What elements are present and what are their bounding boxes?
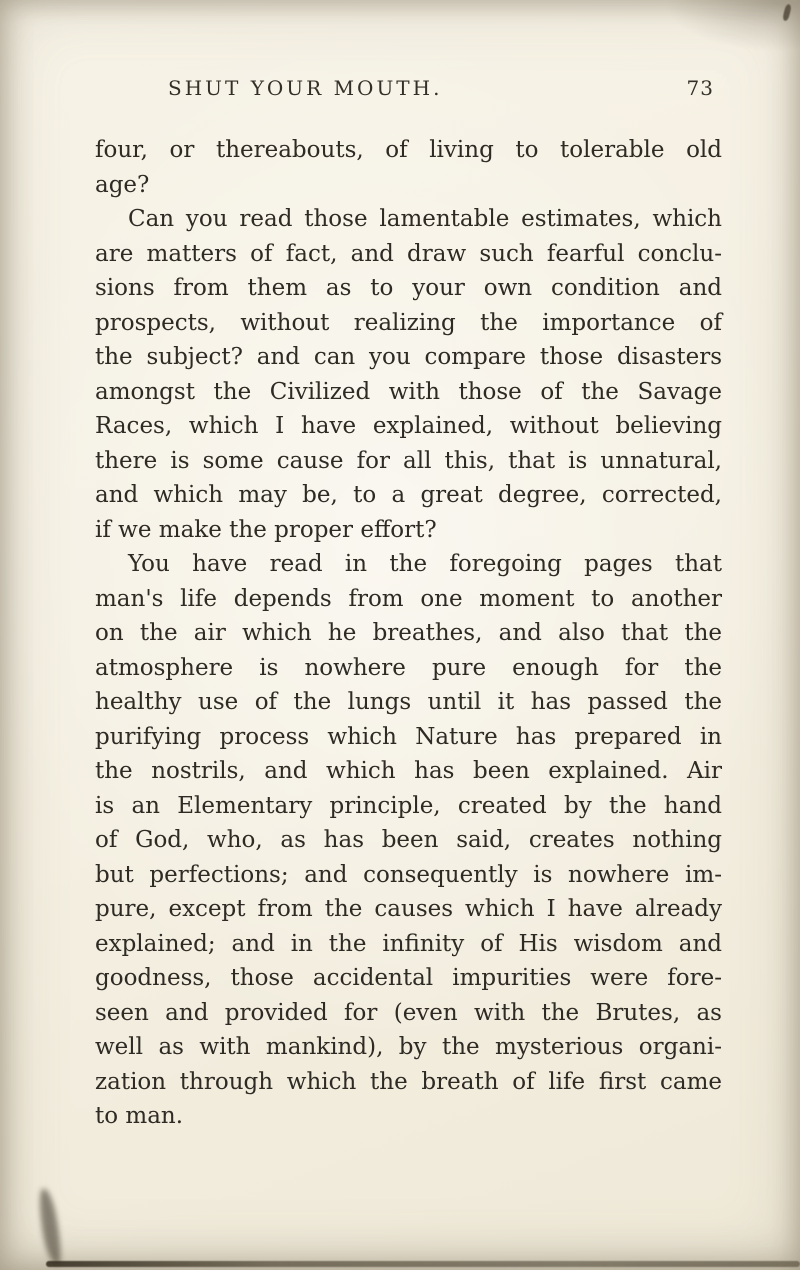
text-line: of God, who, as has been said, creates nothing [95, 827, 722, 853]
text-line: zation through which the breath of life first came [95, 1068, 722, 1095]
scan-artifact-top-right-mark [782, 4, 792, 22]
text-line: there is some cause for all this, that is unnatural, [95, 447, 722, 474]
text-line: are matters of fact, and draw such fearful conclu- [95, 240, 722, 267]
page-number: 73 [686, 76, 714, 100]
text-line: age? [95, 171, 150, 198]
text-line: You have read in the foregoing pages that [128, 551, 722, 577]
text-line: prospects, without realizing the importance of [95, 309, 722, 336]
scan-artifact-top-right-smudge [665, 0, 800, 52]
scan-artifact-bottom-left-blob [35, 1187, 64, 1267]
text-line: but perfections; and consequently is nowhere im- [95, 861, 722, 888]
text-line: goodness, those accidental impurities were fore- [95, 965, 722, 991]
running-title: SHUT YOUR MOUTH. [168, 76, 443, 100]
text-line: is an Elementary principle, created by the hand [95, 792, 722, 819]
text-line: amongst the Civilized with those of the Savage [95, 378, 722, 405]
text-line: the subject? and can you compare those disasters [95, 344, 722, 370]
text-line: if we make the proper effort? [95, 516, 437, 543]
text-line: to man. [95, 1103, 184, 1129]
text-line: Can you read those lamentable estimates, which [128, 206, 722, 232]
page-body [95, 133, 722, 1134]
text-line: sions from them as to your own condition and [95, 275, 722, 301]
paragraph [95, 202, 722, 547]
text-line: and which may be, to a great degree, corrected, [95, 482, 722, 508]
text-line: purifying process which Nature has prepared in [95, 723, 722, 750]
text-line: atmosphere is nowhere pure enough for the [95, 654, 722, 681]
text-line: well as with mankind), by the mysterious organi- [95, 1034, 722, 1060]
paragraph [95, 547, 722, 1134]
text-line: Races, which I have explained, without believing [95, 413, 722, 439]
text-line: seen and provided for (even with the Brutes, as [95, 999, 722, 1026]
text-line: explained; and in the infinity of His wisdom and [95, 930, 722, 957]
text-line: on the air which he breathes, and also that the [95, 620, 722, 646]
text-line: four, or thereabouts, of living to tolerable old [95, 137, 722, 163]
text-line: the nostrils, and which has been explained. Air [95, 758, 722, 784]
paragraph [95, 133, 722, 202]
text-line: man's life depends from one moment to another [95, 585, 722, 612]
text-line: pure, except from the causes which I have already [95, 896, 722, 922]
text-line: healthy use of the lungs until it has passed the [95, 689, 722, 715]
scan-artifact-bottom-edge-line [46, 1261, 800, 1267]
page-header [95, 76, 720, 106]
